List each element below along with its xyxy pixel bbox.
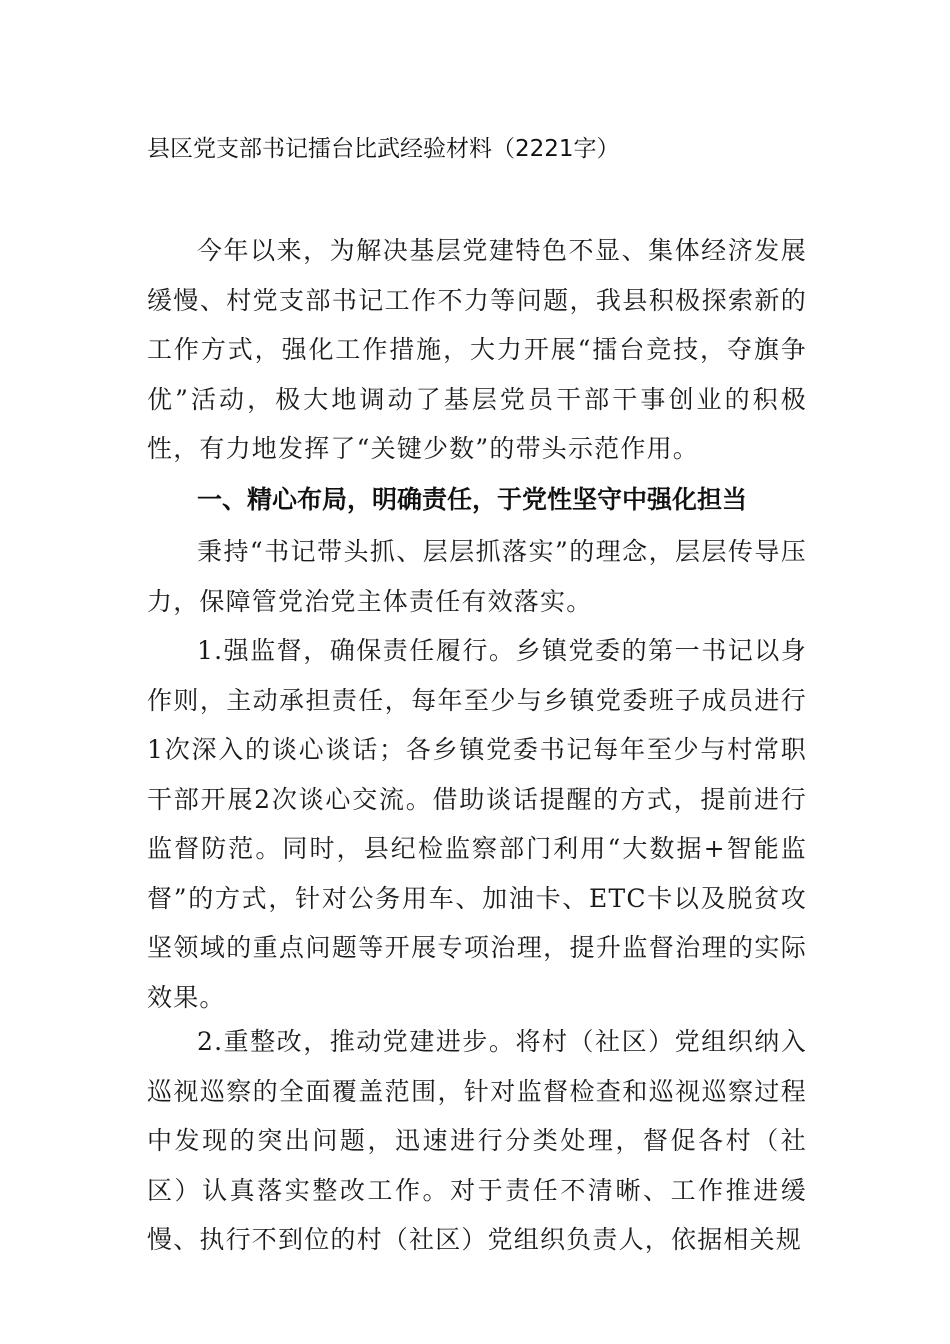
paragraph-item-2: 2.重整改，推动党建进步。将村（社区）党组织纳入巡视巡察的全面覆盖范围，针对监督检查和巡视巡察过程中发现的突出问题，迅速进行分类处理，督促各村（社区）认真落实整改工作。对于责任不清晰、工作推进缓慢、执行不到位的村（社区）党组织负责人，依据相关规	[147, 1027, 807, 1254]
paragraph-item-1: 1.强监督，确保责任履行。乡镇党委的第一书记以身作则，主动承担责任，每年至少与乡镇党委班子成员进行1次深入的谈心谈话；各乡镇党委书记每年至少与村常职干部开展2次谈心交流。借助谈话提醒的方式，提前进行监督防范。同时，县纪检监察部门利用“大数据+智能监督”的方式，针对公务用车、加油卡、ETC卡以及脱贫攻坚领域的重点问题等开展专项治理，提升监督治理的实际效果。	[147, 636, 807, 1012]
document-title: 县区党支部书记擂台比武经验材料（2221字）	[147, 136, 620, 162]
paragraph-intro: 今年以来，为解决基层党建特色不显、集体经济发展缓慢、村党支部书记工作不力等问题，我县积极探索新的工作方式，强化工作措施，大力开展“擂台竞技，夺旗争优”活动，极大地调动了基层党员干部干事创业的积极性，有力地发挥了“关键少数”的带头示范作用。	[147, 236, 807, 463]
section-heading-1: 一、精心布局，明确责任，于党性坚守中强化担当	[197, 485, 748, 514]
paragraph-section1-lead: 秉持“书记带头抓、层层抓落实”的理念，层层传导压力，保障管党治党主体责任有效落实。	[147, 537, 807, 616]
